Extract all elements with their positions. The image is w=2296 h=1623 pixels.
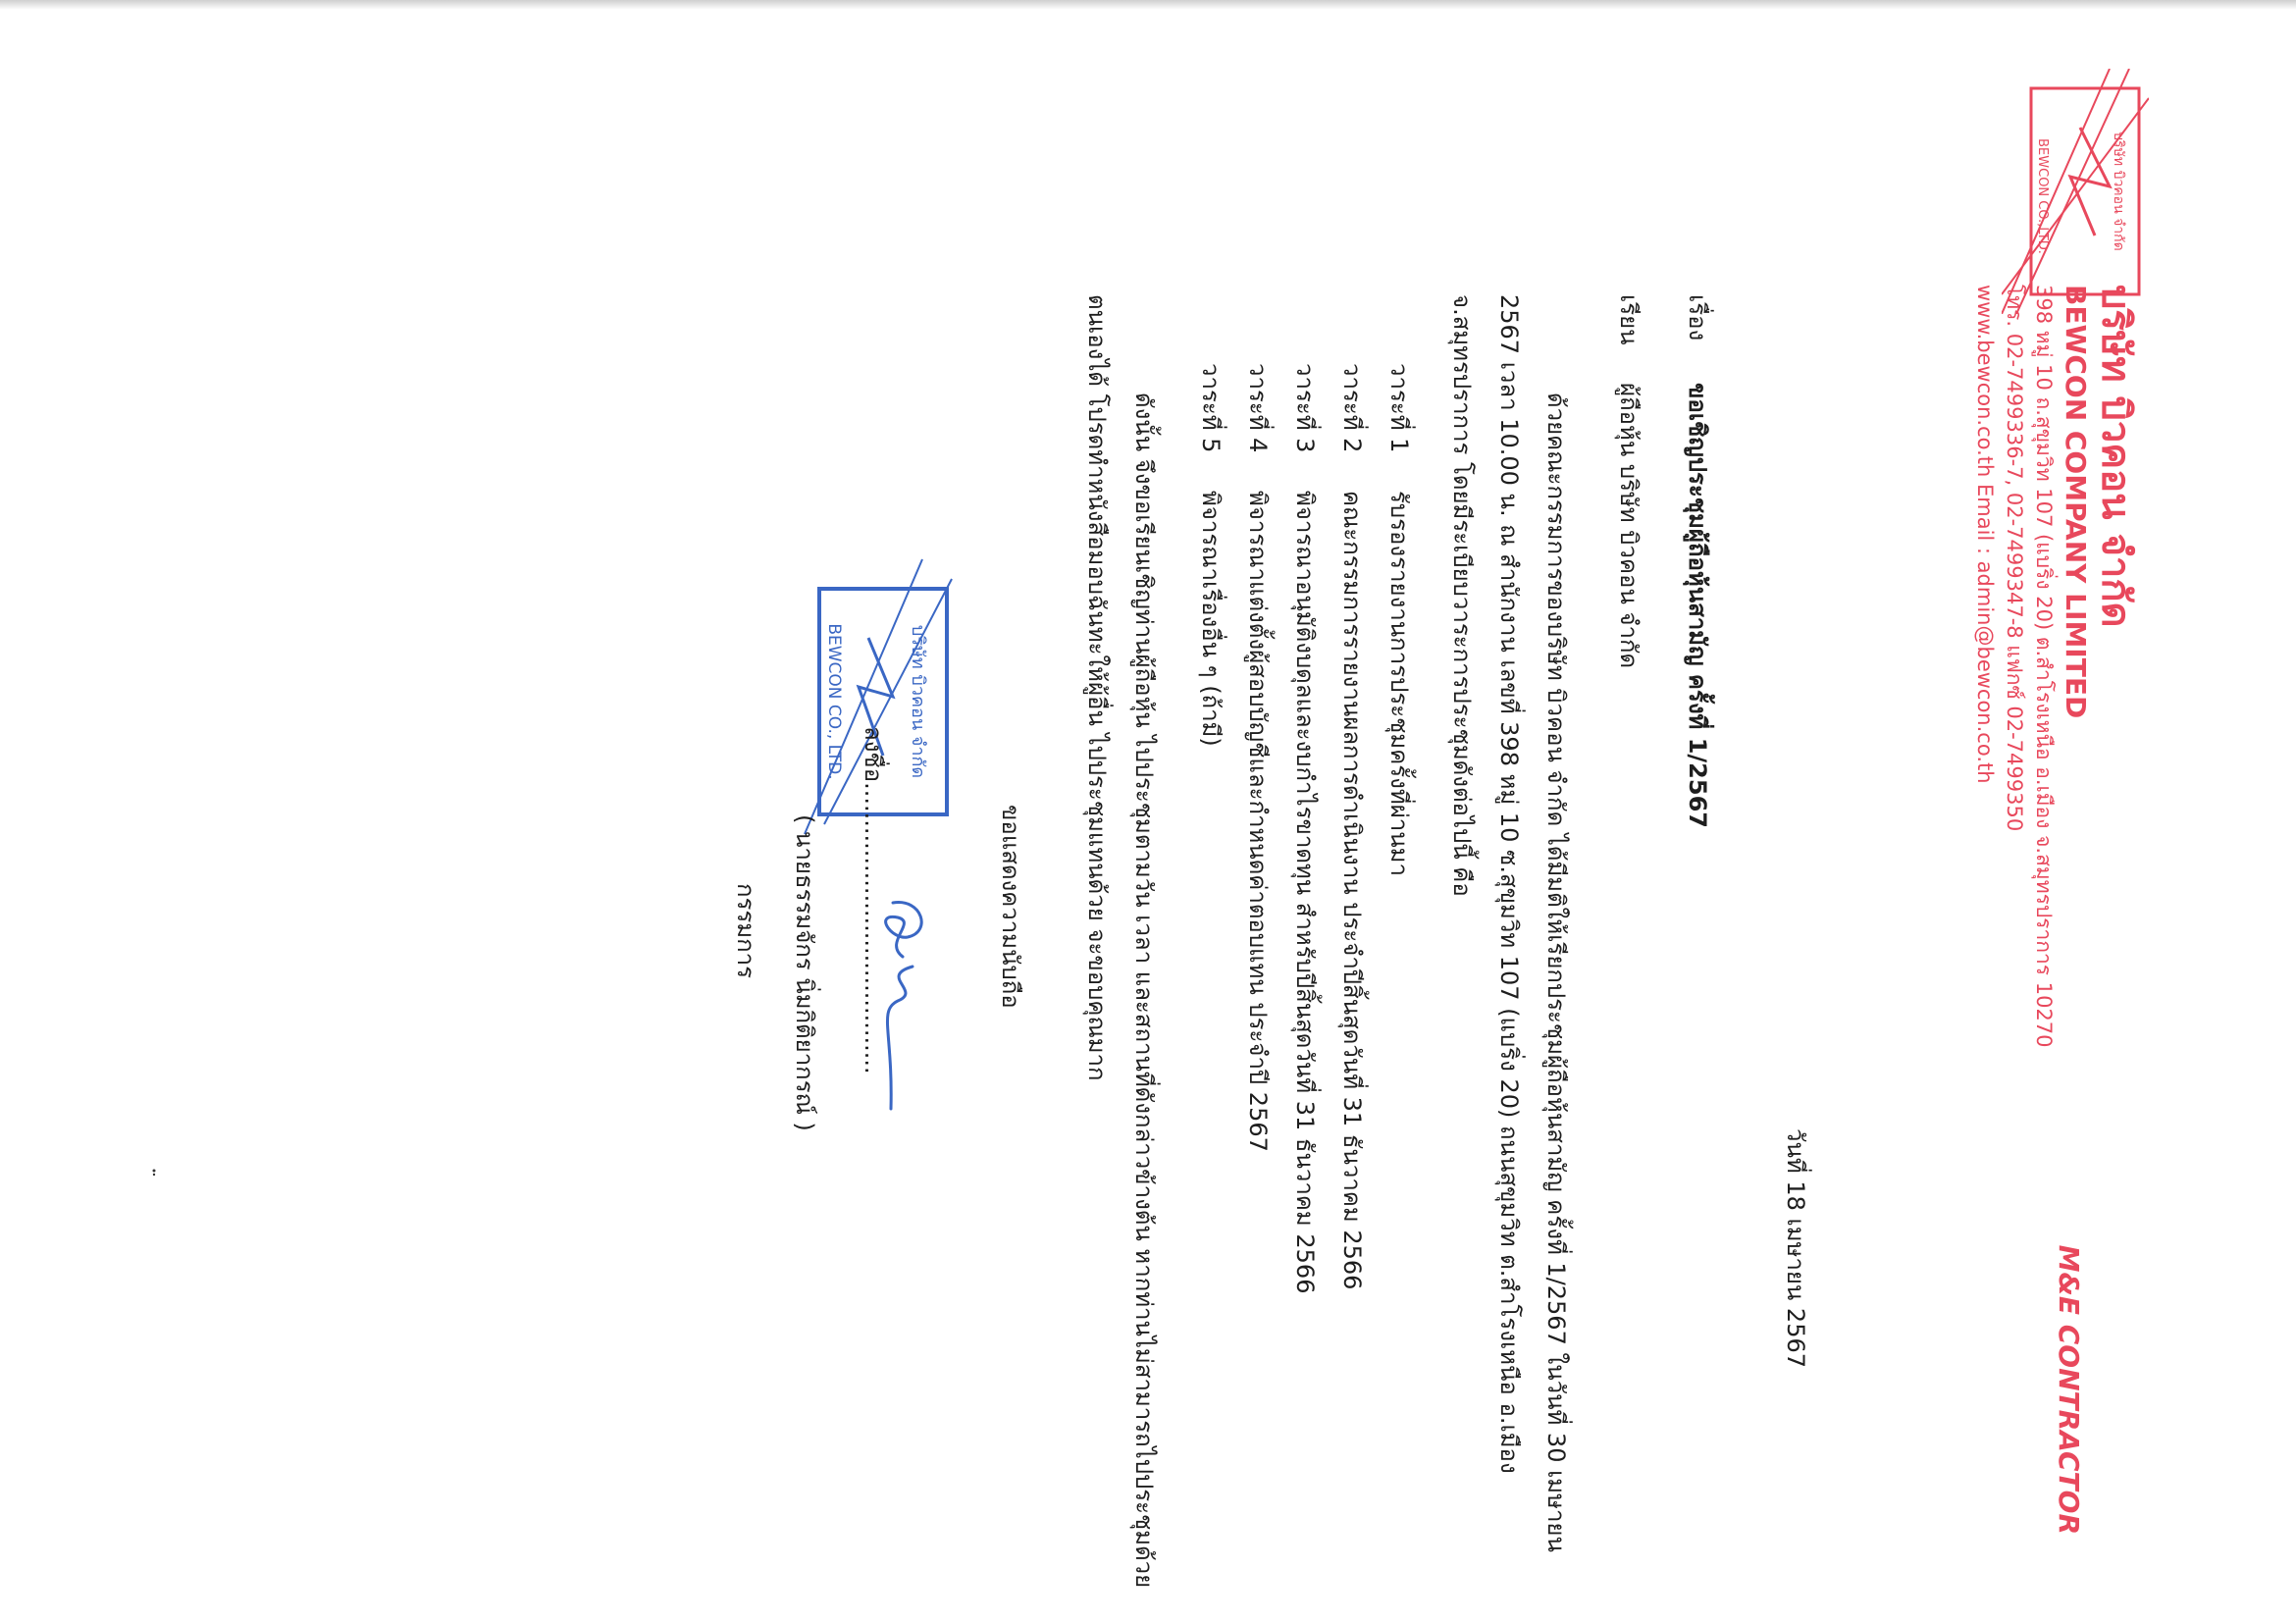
- signature-line: ลงชื่อ.......................................: [860, 726, 887, 1074]
- bewcon-logo-icon: [2002, 69, 2149, 314]
- agenda-text: พิจารณาเรื่องอื่น ๆ (ถ้ามี): [1197, 491, 1225, 747]
- salutation-key: เรียน: [1615, 294, 1643, 345]
- agenda-number: วาระที่ 1: [1385, 363, 1413, 453]
- agenda-number: วาระที่ 4: [1244, 363, 1272, 453]
- company-web-email: www.bewcon.co.th Email : admin@bewcon.co.th: [1973, 285, 1997, 784]
- stamp-text-en: BEWCON CO., LTD.: [824, 623, 844, 780]
- agenda-item: [1281, 363, 1329, 1293]
- company-phone-fax: โทร. 02-7499336-7, 02-7499347-8 แฟกซ์ 02-7499350: [2003, 285, 2026, 832]
- company-tagline: M&E CONTRACTOR: [2053, 1244, 2085, 1535]
- paragraph-invitation: ดังนั้น จึงขอเรียนเชิญท่านผู้ถือหุ้น ไปประชุมตามวัน เวลา และสถานที่ดังกล่าวข้างต้น หากท่านไม่สามารถไปประชุมด้วยตนเองได้ โปรดทำหนังสือมอบฉันทะให้ผู้อื่น ไปประชุมแทนด้วย จะขอบคุณมาก: [1083, 294, 1158, 1589]
- agenda-text: พิจารณาอนุมัติงบดุลและงบกำไรขาดทุน สำหรับปีสิ้นสุดวันที่ 31 ธันวาคม 2566: [1291, 491, 1319, 1294]
- subject-key: เรื่อง: [1684, 294, 1711, 341]
- letter-date: วันที่ 18 เมษายน 2567: [1782, 1128, 1809, 1368]
- scan-edge: [0, 0, 2296, 10]
- company-name-en: BEWCON COMPANY LIMITED: [2060, 285, 2092, 719]
- agenda-item: [1234, 363, 1281, 1293]
- paragraph-intro: ด้วยคณะกรรมการของบริษัท บิวคอน จำกัด ได้มีมติให้เรียกประชุมผู้ถือหุ้นสามัญ ครั้งที่ 1/2567 ในวันที่ 30 เมษายน 2567 เวลา 10.00 น. ณ สำนักงาน เลขที่ 398 หมู่ 10 ซ.สุขุมวิท 107 (แบริ่ง 20) ถนนสุขุมวิท ต.สำโรงเหนือ อ.เมือง จ.สมุทรปราการ โดยมีระเบียบวาระการประชุมดังต่อไปนี้ คือ: [1448, 294, 1570, 1552]
- signer-title: กรรมการ: [732, 883, 759, 979]
- agenda-text: พิจารณาแต่งตั้งผู้สอบบัญชีและกำหนดค่าตอบแทน ประจำปี 2567: [1244, 491, 1272, 1152]
- agenda-item: [1187, 363, 1234, 1293]
- company-name-th: บริษัท บิวคอน จำกัด: [2093, 285, 2138, 628]
- logo-text-en: BEWCON CO.,LTD.: [2035, 138, 2050, 254]
- handwritten-signature-icon: [844, 883, 952, 1128]
- salutation-text: ผู้ถือหุ้น บริษัท บิวคอน จำกัด: [1615, 383, 1643, 669]
- agenda-item: [1329, 363, 1376, 1293]
- company-address: 398 หมู่ 10 ถ.สุขุมวิท 107 (แบริ่ง 20) ต.สำโรงเหนือ อ.เมือง จ.สมุทรปราการ 10270: [2032, 285, 2056, 1048]
- letter-salutation: [1610, 294, 1648, 668]
- agenda-list: [1187, 363, 1423, 1293]
- logo-text-th: บริษัท บิวคอน จำกัด: [2111, 131, 2126, 251]
- closing-text: ขอแสดงความนับถือ: [997, 805, 1024, 1009]
- subject-text: ขอเชิญประชุมผู้ถือหุ้นสามัญ ครั้งที่ 1/2567: [1684, 383, 1711, 828]
- agenda-text: รับรองรายงานการประชุมครั้งที่ผ่านมา: [1385, 491, 1413, 876]
- agenda-item: [1376, 363, 1423, 1293]
- agenda-number: วาระที่ 3: [1291, 363, 1319, 453]
- letter-subject: [1679, 294, 1717, 828]
- agenda-text: คณะกรรมการรายงานผลการดำเนินงาน ประจำปีสิ้นสุดวันที่ 31 ธันวาคม 2566: [1338, 491, 1366, 1290]
- agenda-number: วาระที่ 2: [1338, 363, 1366, 453]
- stamp-text-th: บริษัท บิวคอน จำกัด: [908, 624, 928, 779]
- scan-speck: [151, 1168, 157, 1178]
- agenda-number: วาระที่ 5: [1197, 363, 1225, 453]
- signer-name: ( นายธรรมจักร นิ่มกิติยากรณ์ ): [791, 814, 818, 1131]
